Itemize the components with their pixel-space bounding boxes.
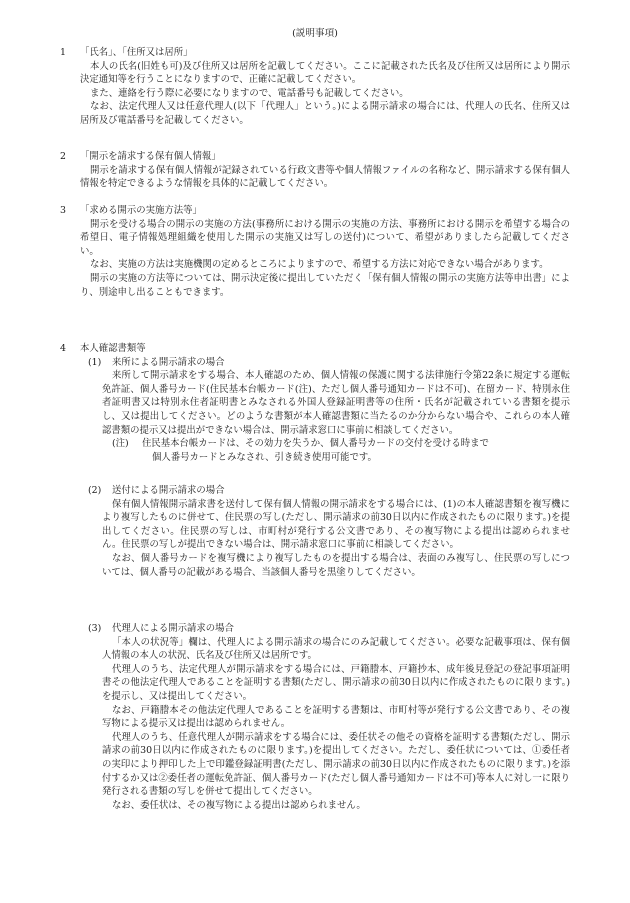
subsection-3-paragraph-5: なお、委任状は、その複写物による提出は認められません。: [112, 799, 366, 811]
subsection-1-number: (1): [88, 356, 102, 368]
document-title: (説明事項): [292, 28, 338, 39]
section-1-title: 「氏名」、「住所又は居所」: [80, 47, 193, 58]
subsection-3-paragraph-4: 代理人のうち、任意代理人が開示請求をする場合には、委任状その他その資格を証明する書類(ただし、開示請求の前30日以内に作成されたものに限ります。)を提出してください。ただし、委任状については、①委任者の実印により押印した上で印鑑登録証明書(ただし、開示請求の前30日以内に作成されたものに限ります。)を添付するか又は②委任者の運転免許証、個人番号カード(ただし個人番号通知カードは不可)等本人に対し一に限り発行される書類の写しを併せて提出してください。: [102, 731, 570, 798]
section-1-paragraph-2: また、連絡を行う際に必要になりますので、電話番号も記載してください。: [90, 87, 409, 99]
section-3-number: 3: [60, 205, 66, 216]
subsection-1-heading: [60, 356, 570, 370]
subsection-3-title: 代理人による開示請求の場合: [112, 623, 234, 634]
section-3-paragraph-1: 開示を受ける場合の開示の実施の方法(事務所における開示の実施の方法、事務所における開示を希望する場合の希望日、電子情報処理組織を使用した開示の実施又は写しの送付)について、希望がありましたら記載してください。: [80, 218, 570, 257]
subsection-3-heading: [60, 622, 570, 636]
section-4-number: 4: [60, 343, 66, 354]
subsection-2-paragraph-1: 保有個人情報開示請求書を送付して保有個人情報の開示請求をする場合には、(1)の本人確認書類を複写機により複写したものに併せて、住民票の写し(ただし、開示請求の前30日以内に作成されたものに限ります。)を提出してください。住民票の写しは、市町村が発行する公文書であり、その複写物による提出は認められません。住民票の写しが提出できない場合は、開示請求窓口に事前に相談してください。: [102, 498, 570, 551]
section-3-paragraph-3: 開示の実施の方法等については、開示決定後に提出していただく「保有個人情報の開示の実施方法等申出書」により、別途申し出ることもできます。: [80, 272, 570, 298]
section-2-title: 「開示を請求する保有個人情報」: [80, 151, 221, 162]
subsection-1-note: [60, 437, 570, 464]
section-4-title: 本人確認書類等: [80, 343, 146, 354]
subsection-2-number: (2): [88, 485, 102, 496]
note-marker: (注): [112, 438, 129, 450]
section-2-paragraph-1: 開示を請求する保有個人情報が記録されている行政文書等や個人情報ファイルの名称など、開示請求する保有個人情報を特定できるような情報を具体的に記載してください。: [80, 164, 570, 190]
section-1-number: 1: [60, 47, 66, 58]
section-3-heading: [60, 204, 570, 218]
subsection-3-paragraph-3: なお、戸籍謄本その他法定代理人であることを証明する書類は、市町村等が発行する公文書であり、その複写物による提示又は提出は認められません。: [102, 704, 570, 730]
section-3-paragraph-2: なお、実施の方法は実施機関の定めるところによりますので、希望する方法に対応できない場合があります。: [90, 259, 549, 271]
subsection-1-title: 来所による開示請求の場合: [112, 356, 225, 368]
section-1-paragraph-1: 本人の氏名(旧姓も可)及び住所又は居所を記載してください。ここに記載された氏名及び住所又は居所により開示決定通知等を行うことになりますので、正確に記載してください。: [80, 60, 570, 86]
note-line-2: 個人番号カードとみなされ、引き続き使用可能です。: [152, 451, 377, 463]
note-line-1: 住民基本台帳カードは、その効力を失うか、個人番号カードの交付を受ける時まで: [142, 438, 489, 450]
section-2-number: 2: [60, 151, 66, 162]
section-2: [60, 150, 570, 191]
subsection-3-paragraph-2: 代理人のうち、法定代理人が開示請求をする場合には、戸籍謄本、戸籍抄本、成年後見登記の登記事項証明書その他法定代理人であることを証明する書類(ただし、開示請求の前30日以内に作成されたものに限ります。)を提示し、又は提出してください。: [102, 663, 570, 702]
section-4: [60, 342, 570, 464]
subsection-3-number: (3): [88, 623, 102, 634]
section-4-heading: [60, 342, 570, 356]
section-1: [60, 46, 570, 128]
subsection-2-title: 送付による開示請求の場合: [112, 485, 225, 496]
section-4-part-3: [60, 622, 570, 812]
section-4-part-2: [60, 484, 570, 579]
subsection-1-paragraph-1: 来所して開示請求をする場合、本人確認のため、個人情報の保護に関する法律施行令第22条に規定する運転免許証、個人番号カード(住民基本台帳カード(注)、ただし個人番号通知カードは不可)、在留カード、特別永住者証明書又は特別永住者証明書とみなされる外国人登録証明書等の住所・氏名が記載されている書類を提示し、又は提出してください。どのような書類が本人確認書類に当たるのか分からない場合や、これらの本人確認書類の提示又は提出ができない場合は、開示請求窓口に事前に相談してください。: [102, 370, 570, 436]
subsection-3-paragraph-1: 「本人の状況等」欄は、代理人による開示請求の場合にのみ記載してください。必要な記載事項は、保有個人情報の本人の状況、氏名及び住所又は居所です。: [102, 636, 570, 662]
section-2-heading: [60, 150, 570, 164]
section-3-title: 「求める開示の実施方法等」: [80, 205, 202, 216]
subsection-2-heading: [60, 484, 570, 498]
section-3: [60, 204, 570, 299]
subsection-2-paragraph-2: なお、個人番号カードを複写機により複写したものを提出する場合は、表面のみ複写し、住民票の写しについては、個人番号の記載がある場合、当該個人番号を黒塗りしてください。: [102, 552, 570, 578]
section-1-paragraph-3: なお、法定代理人又は任意代理人(以下「代理人」という。)による開示請求の場合には、代理人の氏名、住所又は居所及び電話番号を記載してください。: [80, 101, 570, 126]
section-1-heading: [60, 46, 570, 60]
